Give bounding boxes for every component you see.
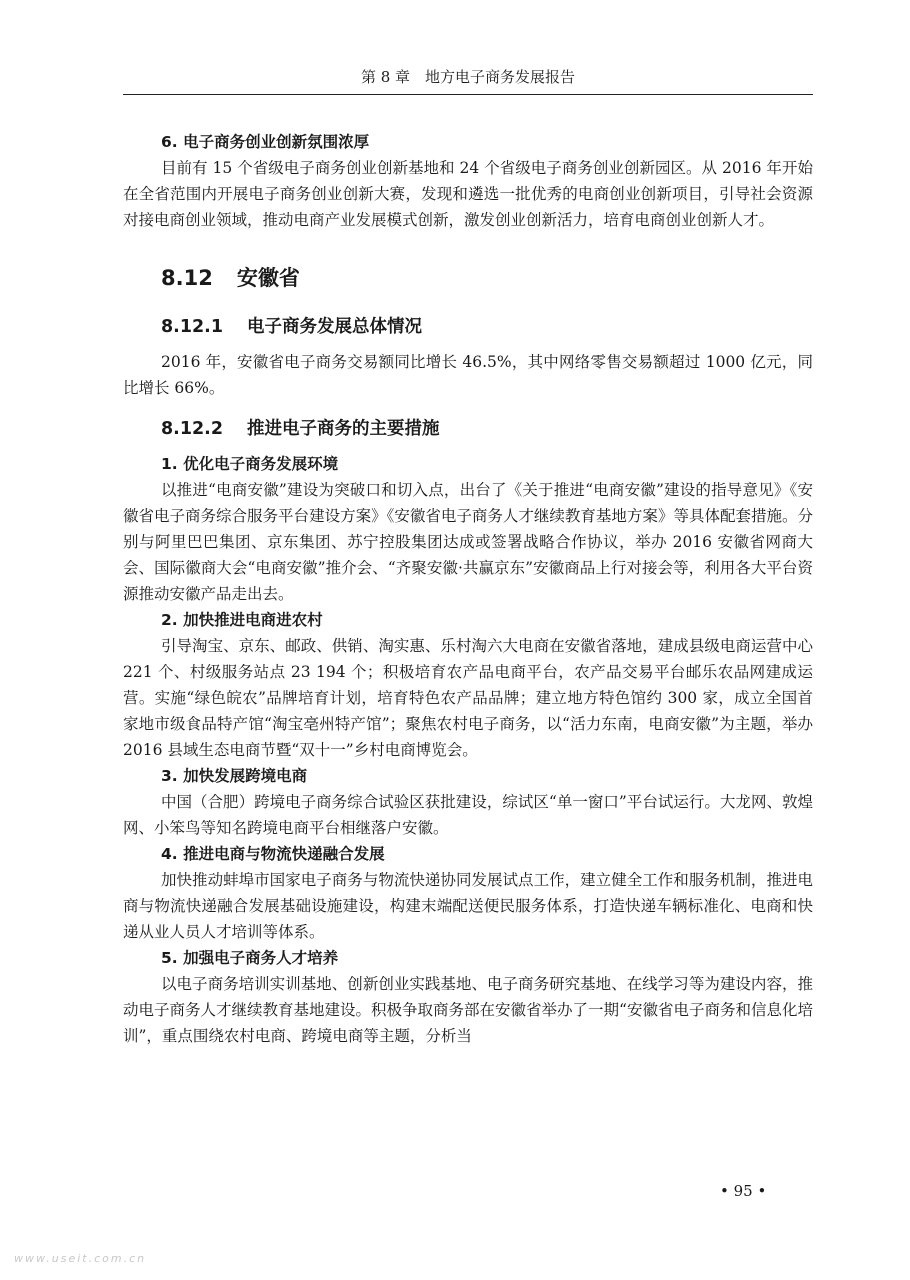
paragraph: 引导淘宝、京东、邮政、供销、淘实惠、乐村淘六大电商在安徽省落地，建成县级电商运营中心 221 个、村级服务站点 23 194 个；积极培育农产品电商平台，农产品交易平台邮乐农品网建成运营。实施“绿色皖农”品牌培育计划，培育特色农产品品牌；建立地方特色馆约 300 家，成立全国首家地市级食品特产馆“淘宝亳州特产馆”；聚焦农村电子商务，以“活力东南，电商安徽”为主题，举办 2016 县域生态电商节暨“双十一”乡村电商博览会。: [123, 637, 813, 759]
paragraph: 以推进“电商安徽”建设为突破口和切入点，出台了《关于推进“电商安徽”建设的指导意见》《安徽省电子商务综合服务平台建设方案》《安徽省电子商务人才继续教育基地方案》等具体配套措施。分别与阿里巴巴集团、京东集团、苏宁控股集团达成或签署战略合作协议，举办 2016 安徽省网商大会、国际徽商大会“电商安徽”推介会、“齐聚安徽·共赢京东”安徽商品上行对接会等，利用各大平台资源推动安徽产品走出去。: [123, 481, 813, 603]
subsection-heading-title: 电子商务发展总体情况: [247, 317, 423, 337]
measure-title: 2. 加快推进电商进农村: [161, 611, 323, 629]
page-number: • 95 •: [720, 1182, 767, 1200]
measure-title: 5. 加强电子商务人才培养: [161, 949, 339, 967]
page-body: [123, 129, 813, 1049]
subsection-number: 8.12.2: [161, 419, 224, 439]
paragraph: 目前有 15 个省级电子商务创业创新基地和 24 个省级电子商务创业创新园区。从 2016 年开始在全省范围内开展电子商务创业创新大赛，发现和遴选一批优秀的电商创业创新项目，引导社会资源对接电商创业领域，推动电商产业发展模式创新，激发创业创新活力，培育电商创业创新人才。: [123, 159, 813, 229]
paragraph: 中国（合肥）跨境电子商务综合试验区获批建设，综试区“单一窗口”平台试运行。大龙网、敦煌网、小笨鸟等知名跨境电商平台相继落户安徽。: [123, 793, 813, 837]
subsection-heading: [161, 415, 813, 443]
running-header: 第 8 章 地方电子商务发展报告: [360, 68, 576, 86]
header-divider: [123, 94, 813, 95]
measure-title: 3. 加快发展跨境电商: [161, 767, 308, 785]
measure-title: 1. 优化电子商务发展环境: [161, 455, 339, 473]
section-number: 8.12: [161, 266, 213, 290]
subsection-heading: [161, 313, 813, 341]
watermark: www.useit.com.cn: [14, 1252, 147, 1265]
paragraph: 2016 年，安徽省电子商务交易额同比增长 46.5%，其中网络零售交易额超过 1000 亿元，同比增长 66%。: [123, 353, 813, 397]
subsection-title: 6. 电子商务创业创新氛围浓厚: [161, 133, 370, 151]
paragraph: 加快推动蚌埠市国家电子商务与物流快递协同发展试点工作，建立健全工作和服务机制，推进电商与物流快递融合发展基础设施建设，构建末端配送便民服务体系，打造快递车辆标准化、电商和快递从业人员人才培训等体系。: [123, 871, 813, 941]
subsection-number: 8.12.1: [161, 317, 224, 337]
paragraph: 以电子商务培训实训基地、创新创业实践基地、电子商务研究基地、在线学习等为建设内容，推动电子商务人才继续教育基地建设。积极争取商务部在安徽省举办了一期“安徽省电子商务和信息化培训”，重点围绕农村电商、跨境电商等主题，分析当: [123, 975, 813, 1045]
subsection-heading-title: 推进电子商务的主要措施: [247, 419, 440, 439]
section-heading: [161, 263, 813, 293]
measure-title: 4. 推进电商与物流快递融合发展: [161, 845, 385, 863]
section-title: 安徽省: [236, 266, 300, 290]
